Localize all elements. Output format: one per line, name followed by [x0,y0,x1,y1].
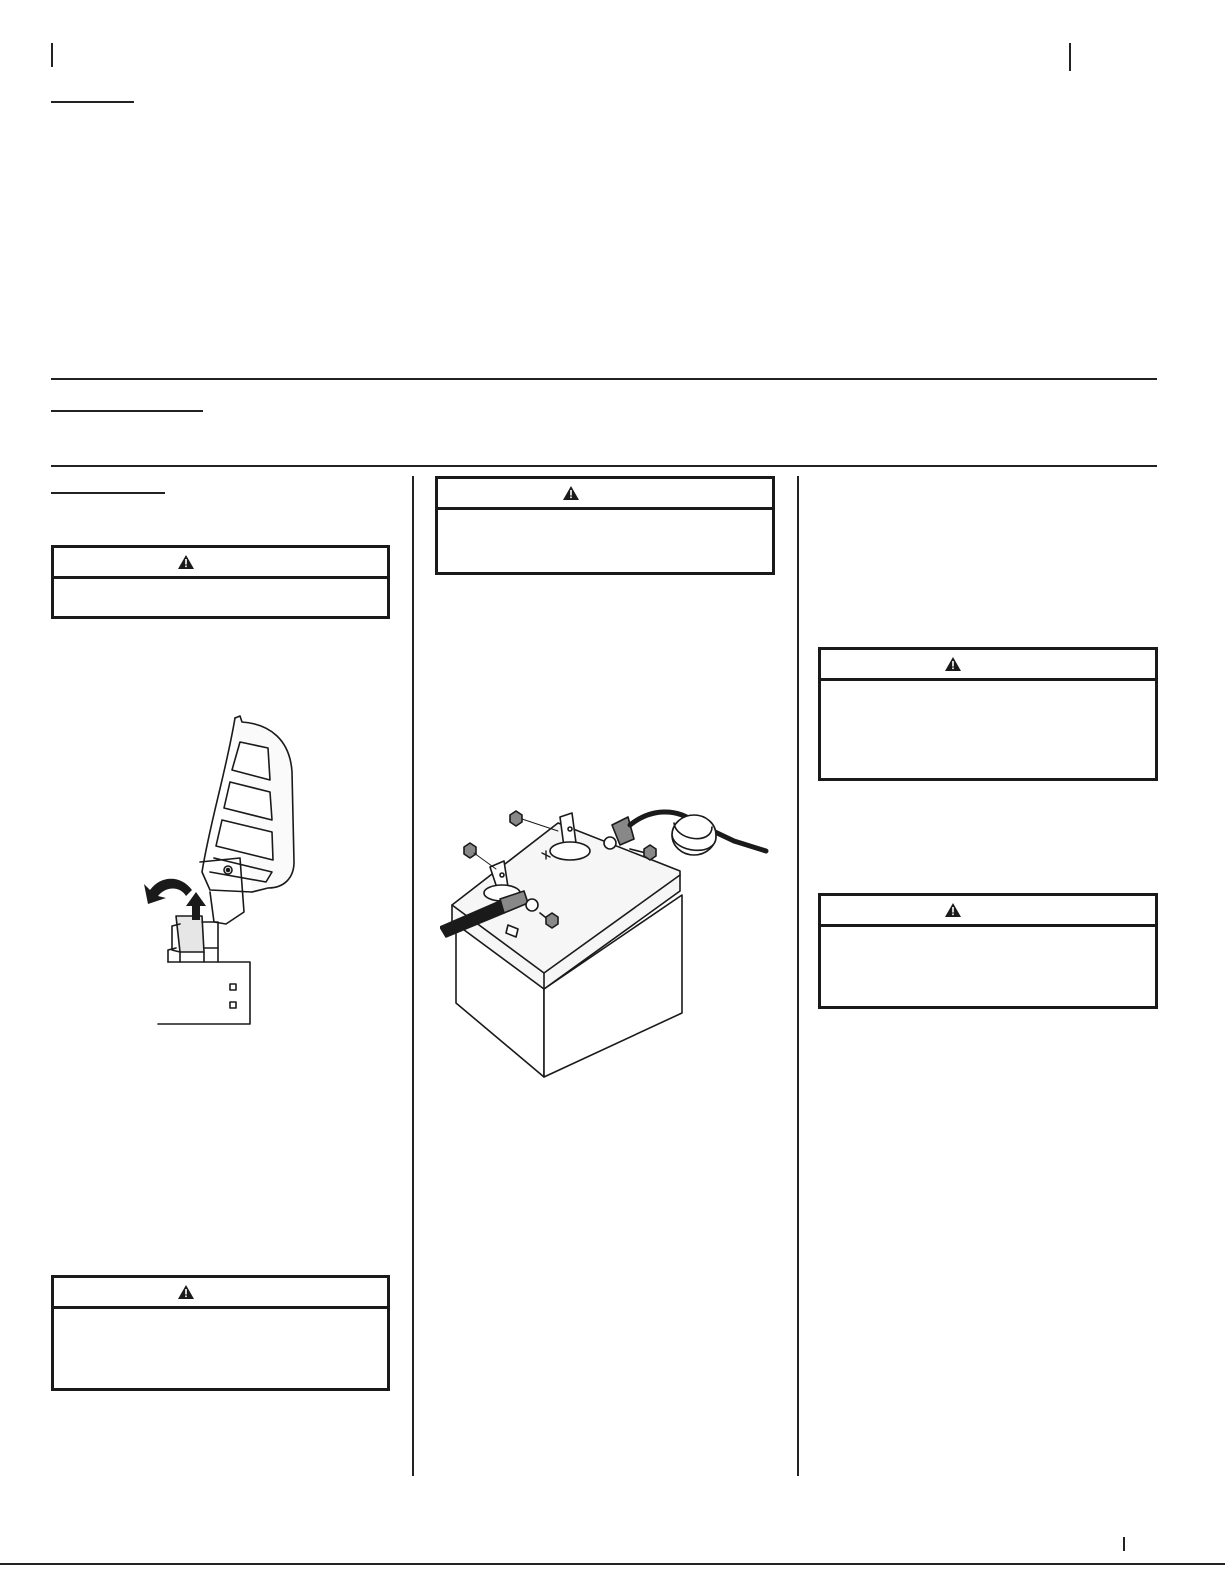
warning-triangle-icon [178,1285,194,1299]
warning-body [821,927,1155,943]
warning-header [438,479,772,510]
page-bottom-rule [0,1563,1225,1565]
warning-body [438,510,772,526]
seat-pan-raise-illustration [140,712,310,1032]
warning-box-middle-1 [435,476,775,575]
warning-triangle-icon [563,486,579,500]
warning-box-left-1 [51,545,390,619]
warning-header [54,548,387,579]
crop-mark-bottom-right [1123,1537,1125,1551]
warning-body [54,579,387,595]
column-divider-right [797,476,799,1476]
crop-mark-top-left [51,43,53,67]
header-underline [51,101,134,103]
warning-header [821,896,1155,927]
warning-body [821,681,1155,697]
warning-triangle-icon [945,657,961,671]
warning-box-right-2 [818,893,1158,1009]
column-divider-left [412,476,414,1476]
rotate-arrow-icon [144,879,192,904]
warning-triangle-icon [178,555,194,569]
battery-terminal-illustration [440,795,775,1085]
warning-header [54,1278,387,1309]
warning-box-right-1 [818,647,1158,781]
warning-header [821,650,1155,681]
warning-body [54,1309,387,1325]
crop-mark-top-right [1069,43,1071,71]
section-rule-bottom [51,465,1157,467]
section-title-underline [51,410,203,412]
subsection-underline [51,492,165,494]
warning-box-left-2 [51,1275,390,1391]
section-rule-top [51,378,1157,380]
warning-triangle-icon [945,903,961,917]
